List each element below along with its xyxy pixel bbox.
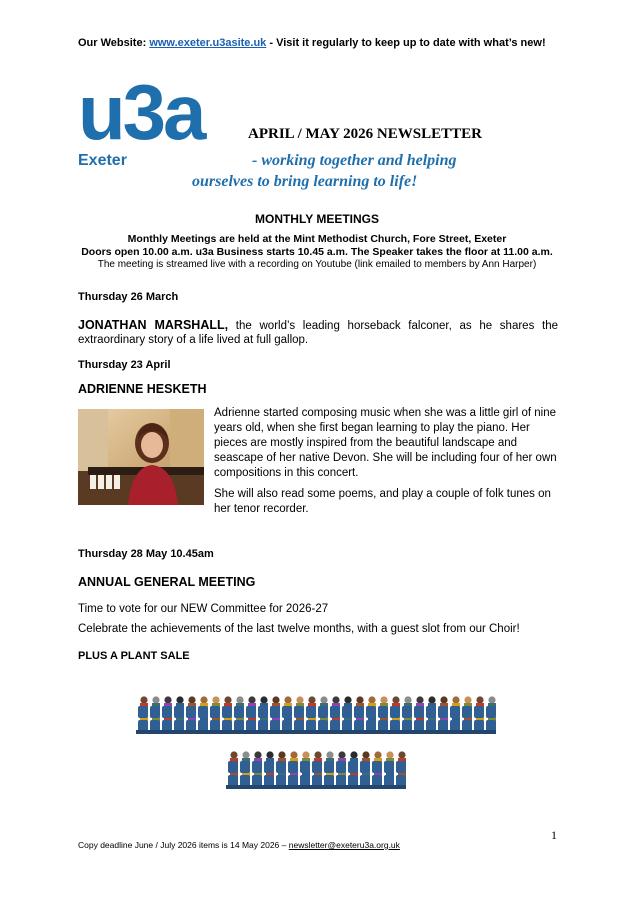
logo-city: Exeter <box>78 152 127 169</box>
april-para1: Adrienne started composing music when she was a little girl of nine years old, when she first began learning to play the piano. Her pieces are mostly inspired from the beautiful landscape and seascape of her native Devon. She will be including four of her own compositions in this concert. <box>214 407 557 479</box>
website-prefix: Our Website: <box>78 37 150 49</box>
tagline-line1: - working together and helping <box>252 152 457 169</box>
footer-email[interactable]: newsletter@exeteru3a.org.uk <box>288 840 400 850</box>
monthly-stream-note: The meeting is streamed live with a recording on Youtube (link emailed to members by Ann Harper) <box>97 259 537 270</box>
footer-text: Copy deadline June / July 2026 items is 14 May 2026 – <box>78 840 289 850</box>
page-number: 1 <box>551 828 557 842</box>
logo-mark: u3a <box>78 68 204 156</box>
april-date: Thursday 23 April <box>78 359 171 371</box>
agm-line1: Time to vote for our NEW Committee for 2026-27 <box>78 603 329 615</box>
march-date: Thursday 26 March <box>78 291 179 303</box>
may-date: Thursday 28 May 10.45am <box>78 548 214 560</box>
march-description <box>78 318 558 347</box>
monthly-meetings-heading: MONTHLY MEETINGS <box>254 212 379 226</box>
website-line <box>78 37 546 49</box>
website-link[interactable]: www.exeter.u3asite.uk <box>149 37 267 49</box>
agm-line2: Celebrate the achievements of the last twelve months, with a guest slot from our Choir! <box>78 623 520 635</box>
april-para2: She will also read some poems, and play a couple of folk tunes on her tenor recorder. <box>214 488 551 515</box>
march-text: the world’s leading horseback falconer, as he shares the extraordinary story of a life lived at full gallop. <box>78 320 559 346</box>
audience-illustration-top <box>136 690 496 734</box>
footer <box>78 840 400 850</box>
april-description <box>214 406 562 523</box>
agm-heading: ANNUAL GENERAL MEETING <box>78 575 256 589</box>
march-speaker: JONATHAN MARSHALL, <box>78 318 229 332</box>
plant-sale: PLUS A PLANT SALE <box>78 650 190 662</box>
website-suffix: - Visit it regularly to keep up to date with what’s new! <box>266 37 546 49</box>
speaker-photo <box>78 409 204 505</box>
tagline-line2: ourselves to bring learning to life! <box>192 173 418 190</box>
monthly-venue: Monthly Meetings are held at the Mint Methodist Church, Fore Street, Exeter <box>127 233 507 245</box>
audience-illustration-bottom <box>226 745 406 789</box>
u3a-logo <box>78 68 238 170</box>
april-speaker: ADRIENNE HESKETH <box>78 382 207 396</box>
monthly-times: Doors open 10.00 a.m. u3a Business starts 10.45 a.m. The Speaker takes the floor at 11.00 a.m. <box>81 246 553 258</box>
newsletter-title: APRIL / MAY 2026 NEWSLETTER <box>248 126 482 142</box>
